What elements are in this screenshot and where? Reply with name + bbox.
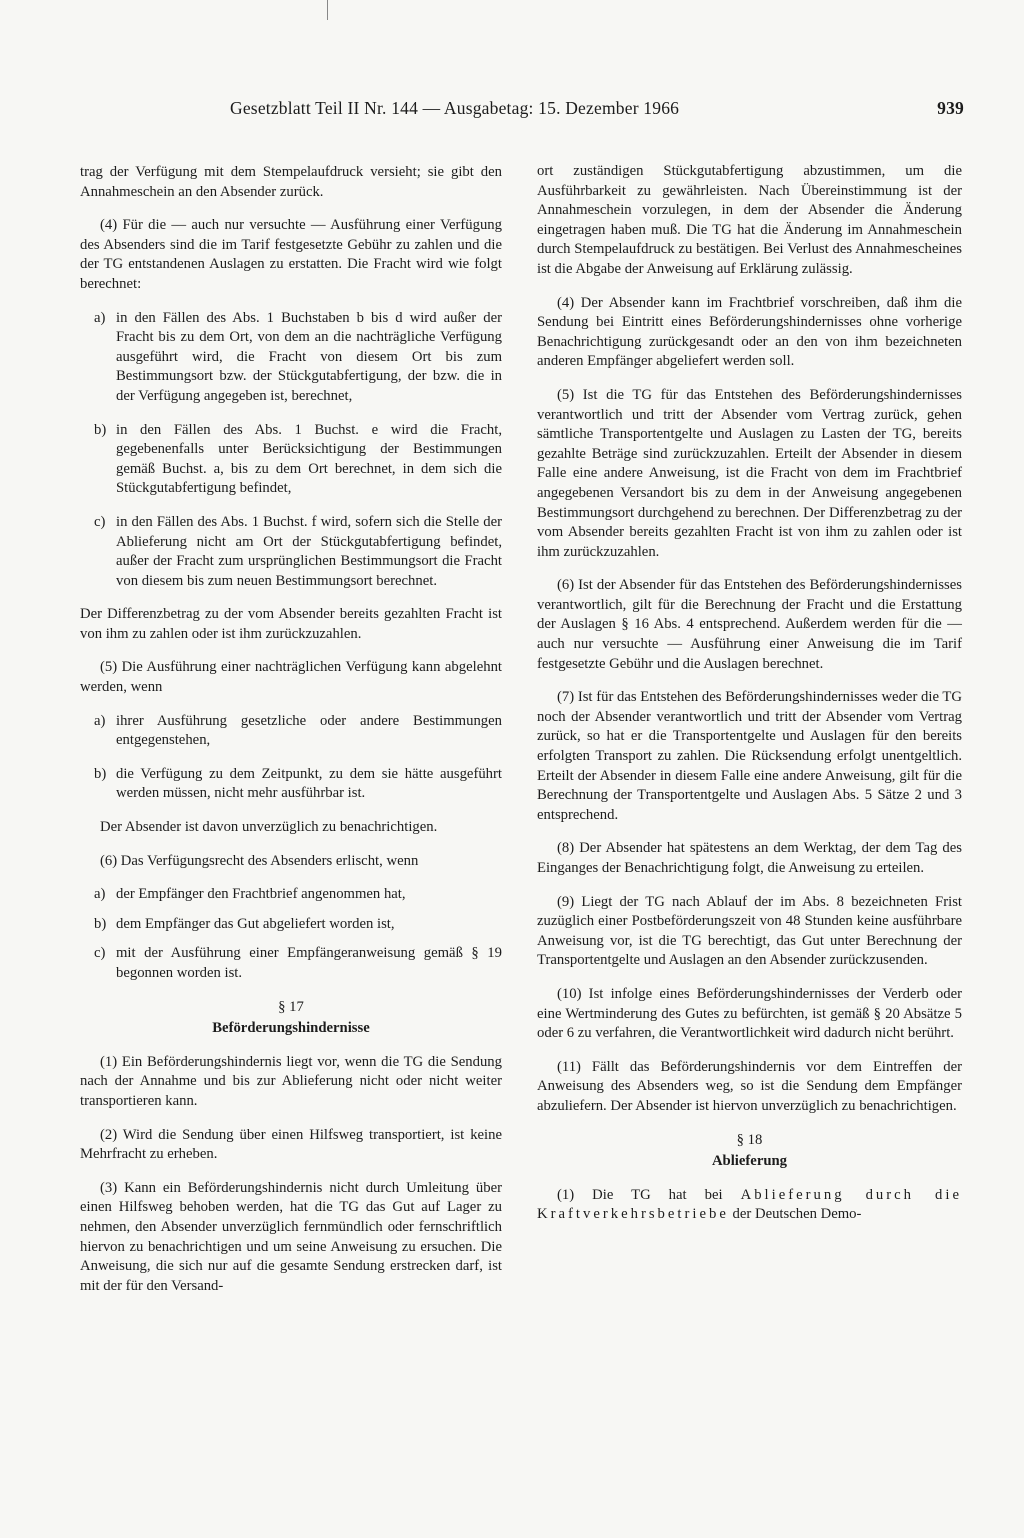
list-item-text: in den Fällen des Abs. 1 Buchstaben b bis d wird außer der Fracht bis zu dem Ort, von dem an die nachträgliche Verfügung ausgeführt wird, die Fracht von diesem Ort bis zum Bestimmungsort bzw. der Stückgutabfertigung, der bzw. die in der Verfügung angegeben ist, berechnet,	[116, 309, 502, 404]
list-item-label: b)	[94, 421, 107, 438]
paragraph: (7) Ist für das Entstehen des Beförderungshindernisses weder die TG noch der Absender verantwortlich und tritt der Absender vom Vertrag zurück, so hat er die Transportentgelte und Auslagen für den bereits erfolgten Transport zu zahlen. Die Rücksendung erfolgt unentgeltlich. Erteilt der Absender in diesem Falle eine andere Anweisung, gilt für die Berechnung der Transportentgelte und Auslagen Abs. 5 Sätze 2 und 3 entsprechend.	[537, 689, 962, 823]
list-item-label: a)	[94, 712, 106, 729]
list-item-label: c)	[94, 945, 106, 962]
paragraph	[537, 1186, 962, 1225]
list-item-label: b)	[94, 765, 107, 782]
spaced-emphasis: Ablieferung durch die Kraftverkehrsbetriebe	[537, 1186, 962, 1223]
paragraph: (6) Ist der Absender für das Entstehen des Beförderungshindernisses verantwortlich, gilt für die Berechnung der Fracht und die Erstattung der Auslagen § 16 Abs. 4 entsprechend. Außerdem werden für die — auch nur versuchte — Ausführung einer Anweisung die im Tarif festgesetzte Gebühr und die Auslagen berechnet.	[537, 577, 962, 672]
list-item	[80, 915, 502, 935]
paragraph: (4) Der Absender kann im Frachtbrief vorschreiben, daß ihm die Sendung bei Eintritt eines Beförderungshindernisses ohne vorherige Benachrichtigung zurückgesandt oder an den von ihm bezeichneten anderen Empfänger abgeliefert werden soll.	[537, 294, 962, 370]
paragraph: (5) Ist die TG für das Entstehen des Beförderungshindernisses verantwortlich und tritt der Absender vom Vertrag zurück, gehen sämtliche Transportentgelte und Auslagen zu Lasten der TG, bereits gezahlte Beträge sind zurückzuzahlen. Erteilt der Absender in diesem Falle eine andere Anweisung, ist die Fracht von dem im Frachtbrief angegebenen Versandort bis zu dem in der Anweisung angegebenen Bestimmungsort durchgehend zu berechnen. Der Differenzbetrag zu der vom Absender bereits gezahlten Fracht ist von ihm zu zahlen oder ist ihm zurückzuzahlen.	[537, 386, 962, 560]
header-title: Gesetzblatt Teil II Nr. 144 — Ausgabetag: 15. Dezember 1966	[230, 98, 680, 118]
paragraph-end: der Deutschen Demo-	[732, 1206, 862, 1223]
list-item-label: c)	[94, 513, 106, 530]
section-title: Ablieferung	[711, 1153, 788, 1170]
left-column	[80, 163, 502, 1310]
list-item-text: der Empfänger den Frachtbrief angenommen hat,	[116, 886, 406, 903]
paragraph-start: (1) Die TG hat bei	[557, 1186, 723, 1203]
list-item-text: mit der Ausführung einer Empfängeranweisung gemäß § 19 begonnen worden ist.	[116, 945, 502, 981]
page-number: 939	[937, 98, 964, 118]
right-column	[537, 162, 962, 1239]
list-item-text: die Verfügung zu dem Zeitpunkt, zu dem sie hätte ausgeführt werden müssen, nicht mehr ausführbar ist.	[116, 765, 502, 802]
section-title: Beförderungshindernisse	[212, 1020, 370, 1037]
paragraph: (2) Wird die Sendung über einen Hilfsweg transportiert, ist keine Mehrfracht zu erheben.	[80, 1126, 502, 1163]
list-item-text: in den Fällen des Abs. 1 Buchst. f wird, sofern sich die Stelle der Ablieferung nicht am Ort der Stückgutabfertigung befindet, außer der Fracht zum ursprünglichen Bestimmungsort die Fracht von diesem bis zum neuen Bestimmungsort berechnet.	[116, 513, 502, 589]
list-item	[80, 421, 502, 499]
list-item-label: b)	[94, 915, 107, 932]
paragraph: (11) Fällt das Beförderungshindernis vor dem Eintreffen der Anweisung des Absenders weg, so ist die Sendung dem Empfänger abzuliefern. Der Absender ist hiervon unverzüglich zu benachrichtigen.	[537, 1058, 962, 1114]
paragraph: trag der Verfügung mit dem Stempelaufdruck versieht; sie gibt den Annahmeschein an den Absender zurück.	[80, 164, 502, 200]
paragraph: (8) Der Absender hat spätestens an dem Werktag, der dem Tag des Einganges der Benachrichtigung folgt, die Anweisung zu erteilen.	[537, 840, 962, 876]
paragraph: (1) Ein Beförderungshindernis liegt vor, wenn die TG die Sendung nach der Annahme und bis zur Ablieferung nicht oder nicht weiter transportieren kann.	[80, 1053, 502, 1109]
list-item-label: a)	[94, 886, 106, 903]
paragraph: ort zuständigen Stückgutabfertigung abzustimmen, um die Ausführbarkeit zu gewährleisten. Nach Übereinstimmung ist der Annahmeschein vorzulegen, in dem der Absender die Änderung eingetragen haben muß. Die TG hat die Änderung im Annahmeschein durch Stempelaufdruck zu bestätigen. Bei Verlust des Annahmescheines ist die Abgabe der Anweisung auf Erklärung zulässig.	[537, 163, 962, 277]
list-item	[80, 309, 502, 407]
list-item	[80, 513, 502, 591]
section-number: § 18	[736, 1131, 763, 1148]
list-item-text: in den Fällen des Abs. 1 Buchst. e wird die Fracht, gegebenenfalls unter Berücksichtigung der Bestimmungen gemäß Buchst. a, bis zu dem Ort berechnet, in dem sich die Stückgutabfertigung befindet,	[116, 421, 502, 497]
list-item-text: ihrer Ausführung gesetzliche oder andere Bestimmungen entgegenstehen,	[116, 712, 502, 749]
scan-mark	[327, 0, 328, 20]
paragraph: (5) Die Ausführung einer nachträglichen Verfügung kann abgelehnt werden, wenn	[80, 659, 502, 696]
paragraph: (9) Liegt der TG nach Ablauf der im Abs. 8 bezeichneten Frist zuzüglich einer Postbeförderungszeit von 48 Stunden keine ausführbare Anweisung vor, ist die TG berechtigt, das Gut unter Berechnung der Transportentgelte und Auslagen an den Absender zurückzusenden.	[537, 893, 962, 969]
list-item-text: dem Empfänger das Gut abgeliefert worden ist,	[116, 915, 395, 932]
list-item	[80, 765, 502, 804]
paragraph: (4) Für die — auch nur versuchte — Ausführung einer Verfügung des Absenders sind die im Tarif festgesetzte Gebühr zu zahlen und die der TG entstandenen Auslagen zu erstatten. Die Fracht wird wie folgt berechnet:	[80, 217, 502, 292]
paragraph: (10) Ist infolge eines Beförderungshindernisses der Verderb oder eine Wertminderung des Gutes zu befürchten, ist gemäß § 20 Absätze 5 oder 6 zu verfahren, die Verantwortlichkeit wird dadurch nicht berührt.	[537, 985, 962, 1042]
list-item-label: a)	[94, 309, 106, 326]
section-number: § 17	[278, 998, 304, 1015]
paragraph: (6) Das Verfügungsrecht des Absenders erlischt, wenn	[100, 852, 419, 869]
paragraph: Der Absender ist davon unverzüglich zu benachrichtigen.	[100, 819, 438, 836]
list-item	[80, 885, 502, 905]
list-item	[80, 712, 502, 751]
paragraph: (3) Kann ein Beförderungshindernis nicht durch Umleitung über einen Hilfsweg behoben werden, hat die TG das Gut auf Lager zu nehmen, den Absender unverzüglich fernmündlich oder fernschriftlich hiervon zu benachrichtigen und um seine Anweisung zu ersuchen. Die Anweisung, die sich nur auf die gesamte Sendung erstrecken darf, ist mit der für den Versand-	[80, 1179, 502, 1294]
list-item	[80, 944, 502, 983]
paragraph: Der Differenzbetrag zu der vom Absender bereits gezahlten Fracht ist von ihm zu zahlen oder ist ihm zurückzuzahlen.	[80, 606, 502, 642]
